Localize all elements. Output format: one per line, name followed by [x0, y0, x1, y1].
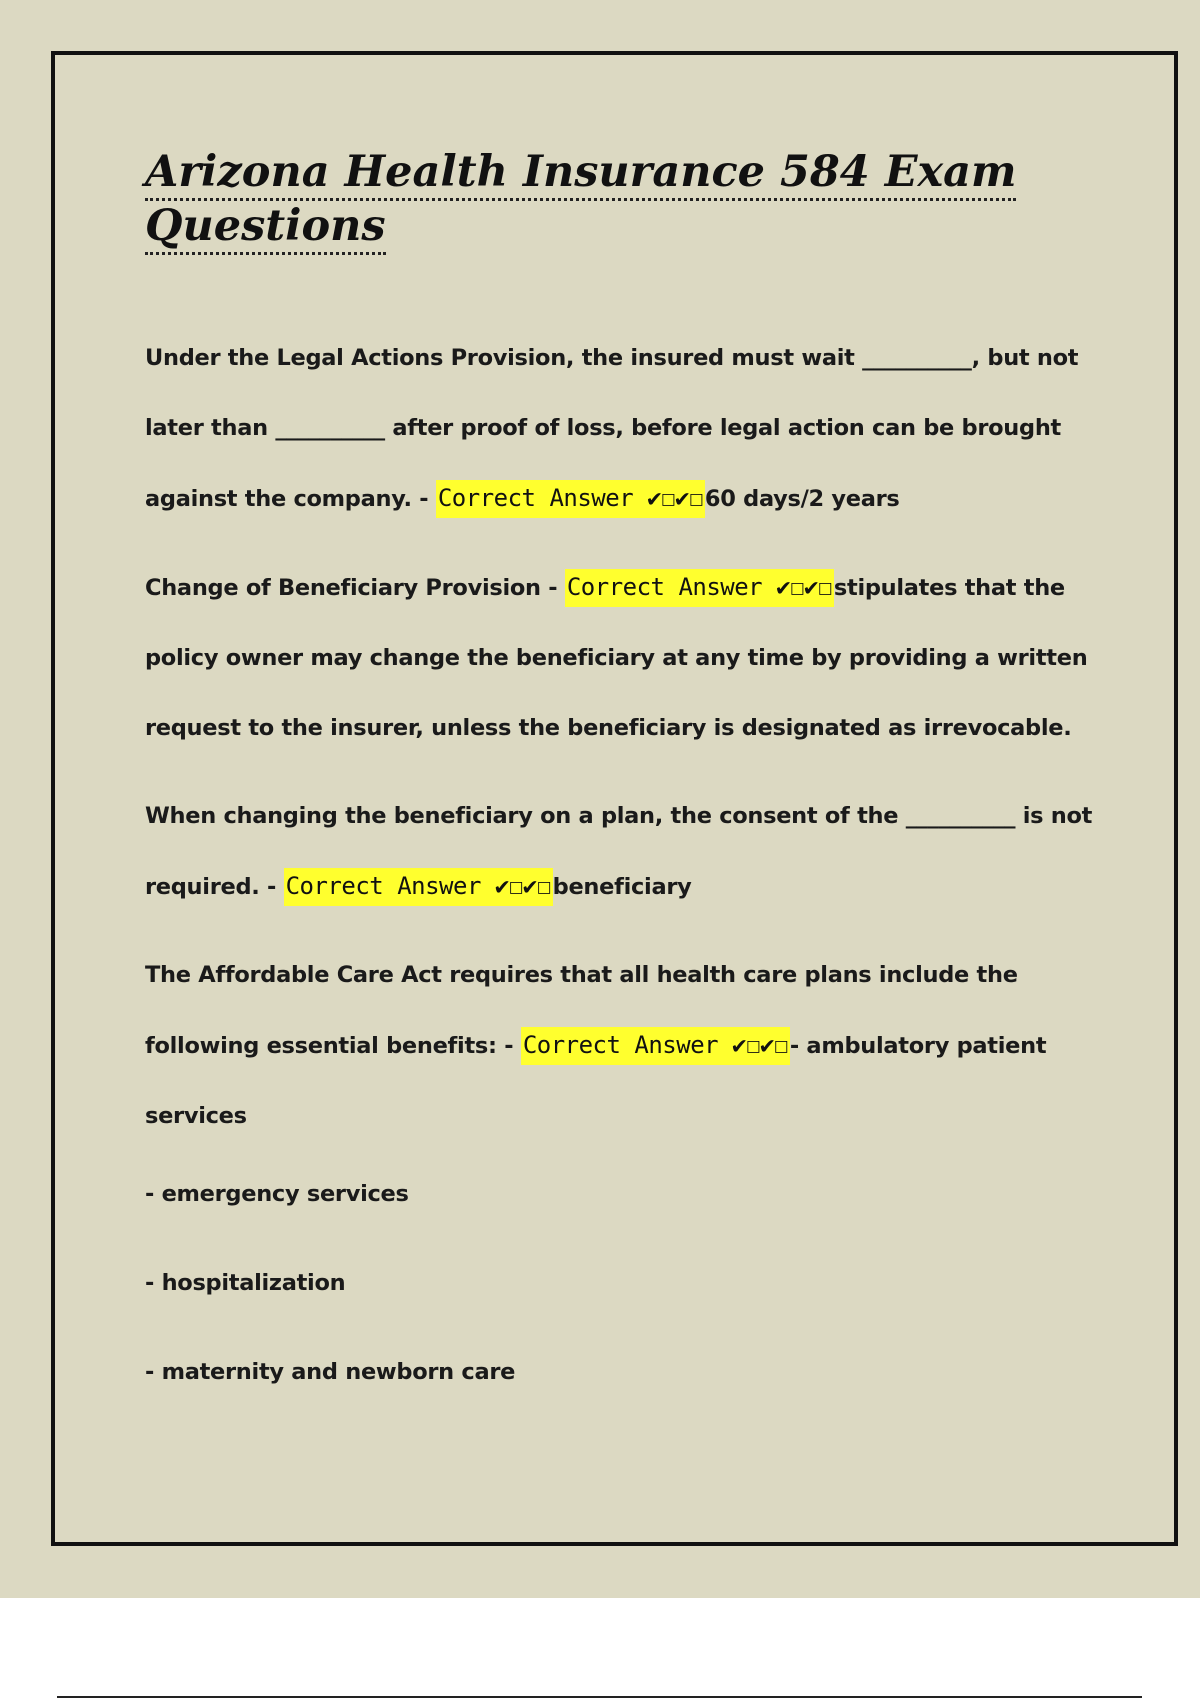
- question-3-text: When changing the beneficiary on a plan, the consent of the __________ is not required. -: [145, 803, 1093, 900]
- document-title-text: Arizona Health Insurance 584 Exam Questions: [145, 147, 1016, 255]
- question-3: [145, 781, 1105, 922]
- question-3-answer: beneficiary: [552, 874, 692, 900]
- correct-answer-marker: Correct Answer ✔☐✔☐: [565, 569, 834, 607]
- question-2-text: Change of Beneficiary Provision -: [145, 575, 565, 601]
- correct-answer-marker: Correct Answer ✔☐✔☐: [521, 1027, 790, 1065]
- question-4: [145, 940, 1105, 1151]
- question-4-text: The Affordable Care Act requires that all health care plans include the following essential benefits: -: [145, 962, 1018, 1059]
- correct-answer-marker: Correct Answer ✔☐✔☐: [284, 868, 553, 906]
- list-item: - maternity and newborn care: [145, 1359, 516, 1385]
- question-1-text: Under the Legal Actions Provision, the insured must wait __________, but not later than __________ after proof of loss, before legal action can be brought against the company. -: [145, 345, 1079, 512]
- list-item: - hospitalization: [145, 1270, 346, 1296]
- question-1-answer: 60 days/2 years: [704, 486, 900, 512]
- question-1: [145, 323, 1105, 534]
- document-title: [145, 145, 1105, 253]
- question-2-answer: stipulates that the policy owner may change the beneficiary at any time by providing a written request to the insurer, unless the beneficiary is designated as irrevocable.: [145, 575, 1088, 741]
- benefits-list: [145, 1179, 1105, 1387]
- list-item: - emergency services: [145, 1181, 409, 1207]
- document-content: [145, 145, 1105, 1446]
- question-4-answer: - ambulatory patient services: [145, 1033, 1047, 1129]
- correct-answer-marker: Correct Answer ✔☐✔☐: [436, 480, 705, 518]
- question-2: [145, 552, 1105, 763]
- footer-divider: [57, 1696, 1142, 1698]
